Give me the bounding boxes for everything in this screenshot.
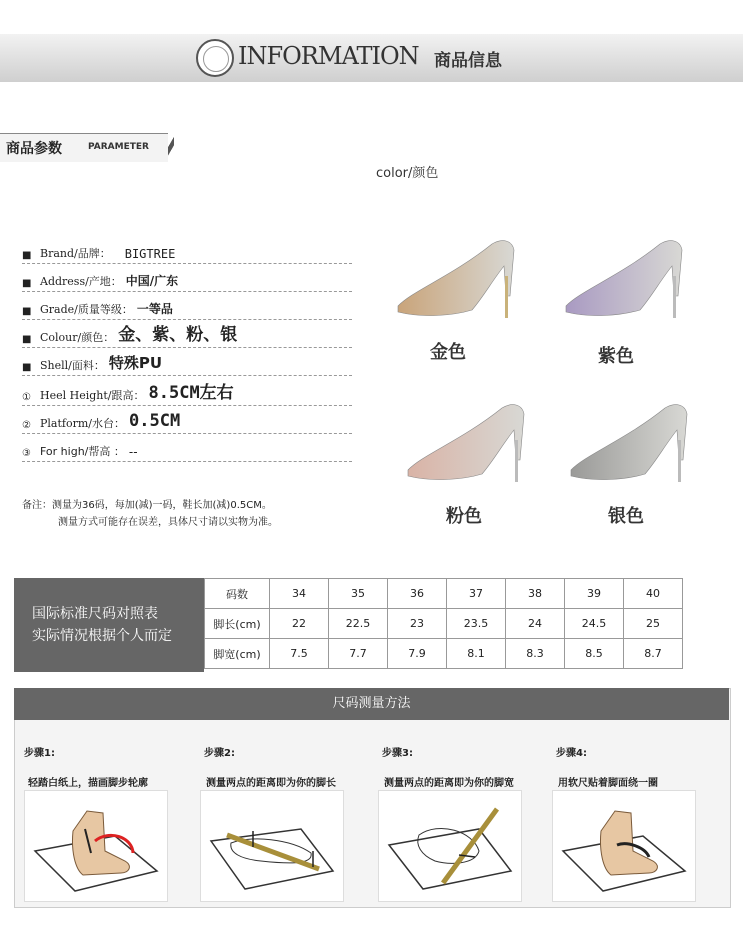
step-title: 步骤2: — [204, 748, 235, 759]
color-label-purple: 紫色 — [598, 346, 634, 367]
circle-logo-icon — [196, 39, 234, 77]
note-line: 备注：测量为36码，每加(减)一码，鞋长加(减)0.5CM。 — [22, 500, 272, 511]
table-cell: 24 — [506, 609, 565, 639]
color-label-gold: 金色 — [430, 342, 466, 363]
spec-label: Colour/颜色： — [40, 331, 115, 344]
spec-row-heel-height — [22, 380, 352, 406]
bullet-icon: ■ — [22, 278, 32, 289]
table-row — [205, 579, 683, 609]
parameter-heading-en: PARAMETER — [88, 142, 149, 152]
table-cell: 35 — [329, 579, 388, 609]
spec-row-shell — [22, 350, 352, 376]
table-cell: 22 — [270, 609, 329, 639]
bullet-icon: ■ — [22, 306, 32, 317]
row-header: 脚长(cm) — [205, 609, 270, 639]
spec-row-colour — [22, 322, 352, 348]
spec-value: 特殊PU — [108, 354, 163, 372]
banner-title-cn: 商品信息 — [434, 51, 502, 71]
table-cell: 37 — [447, 579, 506, 609]
bullet-icon: ■ — [22, 362, 32, 373]
spec-row-for-high — [22, 436, 352, 462]
size-table — [204, 578, 683, 669]
spec-value: 金、紫、粉、银 — [118, 325, 238, 345]
spec-value: 0.5CM — [129, 411, 181, 431]
table-row — [205, 639, 683, 669]
table-cell: 8.3 — [506, 639, 565, 669]
spec-label: Grade/质量等级： — [40, 303, 133, 316]
shoe-purple-image — [560, 236, 690, 326]
heading-slash-decoration — [168, 130, 174, 162]
spec-row-grade — [22, 294, 352, 320]
spec-row-address — [22, 266, 352, 292]
spec-label: Platform/水台： — [40, 417, 125, 430]
spec-value: 8.5CM左右 — [148, 383, 234, 403]
step-title: 步骤4: — [556, 748, 587, 759]
shoe-pink-image — [402, 400, 532, 490]
step-title: 步骤3: — [382, 748, 413, 759]
color-label-silver: 银色 — [608, 506, 644, 527]
spec-row-brand — [22, 238, 352, 264]
spec-value: 一等品 — [136, 302, 173, 316]
table-cell: 36 — [388, 579, 447, 609]
table-cell: 38 — [506, 579, 565, 609]
color-label-pink: 粉色 — [446, 506, 482, 527]
bullet-icon: ■ — [22, 334, 32, 345]
spec-value: 中国/广东 — [125, 274, 179, 288]
shoe-silver-image — [565, 400, 695, 490]
table-cell: 8.5 — [565, 639, 624, 669]
spec-row-platform — [22, 408, 352, 434]
table-cell: 25 — [624, 609, 683, 639]
parameter-heading-cn: 商品参数 — [6, 141, 62, 157]
circled-number-icon: ① — [22, 392, 31, 403]
table-cell: 22.5 — [329, 609, 388, 639]
shoe-gold-image — [392, 236, 522, 326]
spec-value: -- — [128, 445, 138, 459]
color-heading: color/颜色 — [376, 166, 439, 181]
size-chart-subtitle: 实际情况根据个人而定 — [32, 628, 172, 644]
spec-label: Brand/品牌： — [40, 247, 111, 260]
spec-label: For high/帮高 ： — [40, 445, 125, 458]
row-header: 脚宽(cm) — [205, 639, 270, 669]
circled-number-icon: ③ — [22, 448, 31, 459]
table-cell: 23 — [388, 609, 447, 639]
table-cell: 23.5 — [447, 609, 506, 639]
table-cell: 7.5 — [270, 639, 329, 669]
foot-girth-illustration — [552, 790, 696, 902]
information-banner — [0, 34, 743, 82]
measure-title: 尺码测量方法 — [14, 688, 729, 720]
bullet-icon: ■ — [22, 250, 32, 261]
table-cell: 39 — [565, 579, 624, 609]
table-cell: 34 — [270, 579, 329, 609]
size-chart-caption — [14, 578, 204, 672]
step-desc: 测量两点的距离即为你的脚长 — [206, 778, 336, 789]
table-cell: 8.1 — [447, 639, 506, 669]
step-desc: 测量两点的距离即为你的脚宽 — [384, 778, 514, 789]
step-desc: 轻踏白纸上，描画脚步轮廓 — [28, 778, 148, 789]
step-desc: 用软尺贴着脚面绕一圈 — [558, 778, 658, 789]
table-cell: 8.7 — [624, 639, 683, 669]
spec-label: Shell/面料： — [40, 359, 105, 372]
size-chart-title: 国际标准尺码对照表 — [32, 606, 158, 622]
row-header: 码数 — [205, 579, 270, 609]
table-row — [205, 609, 683, 639]
spec-label: Heel Height/跟高： — [40, 389, 145, 402]
spec-label: Address/产地： — [40, 275, 122, 288]
spec-value: BIGTREE — [124, 247, 176, 261]
banner-title: INFORMATION — [238, 42, 419, 70]
step-title: 步骤1: — [24, 748, 55, 759]
table-cell: 24.5 — [565, 609, 624, 639]
foot-length-illustration — [200, 790, 344, 902]
foot-width-illustration — [378, 790, 522, 902]
measurement-note — [22, 497, 278, 531]
foot-trace-illustration — [24, 790, 168, 902]
table-cell: 40 — [624, 579, 683, 609]
table-cell: 7.9 — [388, 639, 447, 669]
circled-number-icon: ② — [22, 420, 31, 431]
note-line: 测量方式可能存在误差，具体尺寸请以实物为准。 — [58, 517, 278, 528]
table-cell: 7.7 — [329, 639, 388, 669]
parameter-heading — [0, 133, 170, 162]
